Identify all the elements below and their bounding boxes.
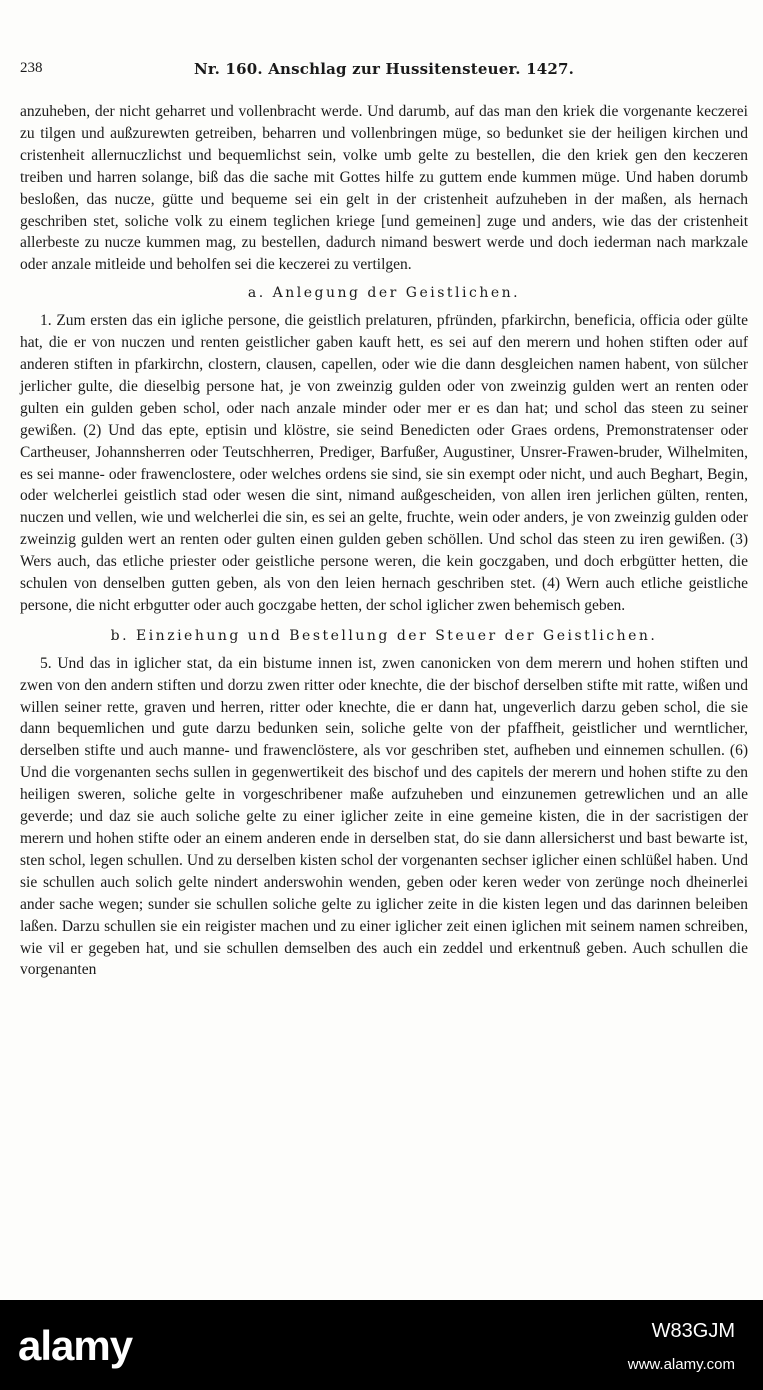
alamy-logo: alamy	[18, 1322, 133, 1369]
watermark-banner	[0, 1300, 763, 1390]
page-number: 238	[20, 60, 43, 76]
page-header	[20, 60, 748, 84]
image-id: W83GJM	[651, 1320, 735, 1342]
section-a-paragraph: 1. Zum ersten das ein igliche persone, die geistlich prelaturen, pfründen, pfarkirchn, beneficia, officia oder gülte hat, die er von nuczen und renten geistlicher gaben kauft hett, es sei auf den merern und hohen stiften oder auf anderen stiften in pfarkirchn, clostern, clausen, capellen, oder wie die dann desgleichen namen habent, von sülcher jerlicher gulte, die dieselbig persone hat, je von zweinzig gulden oder von zweinzig gulden wert an renten oder gulten ein gulden geben schol, oder nach anzale minder oder mer er es dan hat; und schol das steen zu seiner gewißen. (2) Und das epte, eptisin und klöstre, sie seind Benedicten oder Graes ordens, Premonstratenser oder Cartheuser, Johannsherren oder Teutschherren, Prediger, Barfußer, Augustiner, Unsrer-Frawen-bruder, Wilhelmiten, es sei manne- oder frawenclostere, oder welches ordens sie sind, sie sin exempt oder nicht, und auch Beghart, Begin, oder welcherlei geistlich stad oder wesen die sint, nimand außgescheiden, von allen iren jerlichen gülten, renten, nuczen und vellen, wie und welcherlei die sin, es sei an gelte, fruchte, wein oder anders, je von zweinzig gulden oder zweinzig gulden wert an renten oder gulten einen gulden geben schöllen. Und schol das steen zu iren gewißen. (3) Wers auch, das etliche priester oder geistliche persone weren, die kein goczgaben, und doch erbgütter hetten, die schulen von denselben gutten geben, als von den leien hernach geschriben stet. (4) Wern auch etliche geistliche persone, die nicht erbgutter oder auch goczgabe hetten, der schol iglicher zwen behemisch geben.	[20, 312, 748, 614]
section-b-paragraph: 5. Und das in iglicher stat, da ein bistume innen ist, zwen canonicken von dem merern und hohen stiften und zwen von den andern stiften und dorzu zwen ritter oder knechte, die der bischof derselben stifte mit ratte, wißen und willen seiner rette, graven und herren, ritter oder knechte, die er dann hat, ungeverlich darzu geben schol, die sie dann bequemlichen und gute darzu bedunken sein, soliche gelte von der pfaffheit, geistlicher und werntlicher, derselben stifte und auch manne- und frawenclöstere, als vor geschriben stet, aufheben und einnemen schullen. (6) Und die vorgenanten sechs sullen in gegenwertikeit des bischof und des capitels der merern und hohen stifte zu den heiligen sweren, soliche gelte in vorgeschribener maße aufzuheben und einzunemen getrewlichen und an alle geverde; und daz sie auch soliche gelte zu einer iglicher zeite in eine gemeine kisten, die in der sacristigen der merern und hohen stifte oder an einem anderen ende in derselben stat, do sie dann allersicherst und bast bewarte ist, sten schol, legen schullen. Und zu derselben kisten schol der vorgenanten sechser iglicher einen schlüßel haben. Und sie schullen auch solich gelte nindert anderswohin wenden, geben oder keren weder von zerünge noch dheinerlei ander sache wegen; sunder sie schullen soliche gelte zu iglicher zeite in die kisten legen und das darinnen beleiben laßen. Darzu schullen sie ein reigister machen und zu einer iglicher zeit einen iglichen mit seinem namen schreiben, wie vil er gegeben hat, und sie schullen demselben des auch ein zeddel und erkentnuß geben. Auch schullen die vorgenanten	[20, 654, 748, 979]
section-b-heading: b. Einziehung und Bestellung der Steuer der Geistlichen.	[110, 627, 658, 644]
site-url: www.alamy.com	[627, 1356, 735, 1373]
intro-paragraph: anzuheben, der nicht geharret und vollenbracht werde. Und darumb, auf das man den kriek die vorgenante keczerei zu tilgen und außzurewten getreiben, beharren und vollenbringen müge, so bedunket sie der heiligen kirchen und cristenheit allernuczlichst und bequemlichst sein, volke umb gelte zu bestellen, die den kriek gen den keczeren treiben und harren solange, biß das die sache mit Gottes hilfe zu guttem ende kummen müge. Und haben dorumb besloßen, das nucze, gütte und bequeme sei ein gelt in der cristenheit aufzuheben in der maßen, als hernach geschriben stet, soliche volk zu einem teglichen kriege [und gemeinen] zuge und anders, wie das der cristenheit allerbeste zu nucze kummen mag, zu bestellen, dadurch nimand beswert werde und doch iederman nach markzale oder anzale mitleide und beholfen sei die keczerei zu vertilgen.	[20, 103, 748, 274]
running-title: Nr. 160. Anschlag zur Hussitensteuer. 1427.	[193, 60, 575, 78]
section-a-heading: a. Anlegung der Geistlichen.	[247, 285, 521, 302]
page-body	[20, 101, 748, 981]
